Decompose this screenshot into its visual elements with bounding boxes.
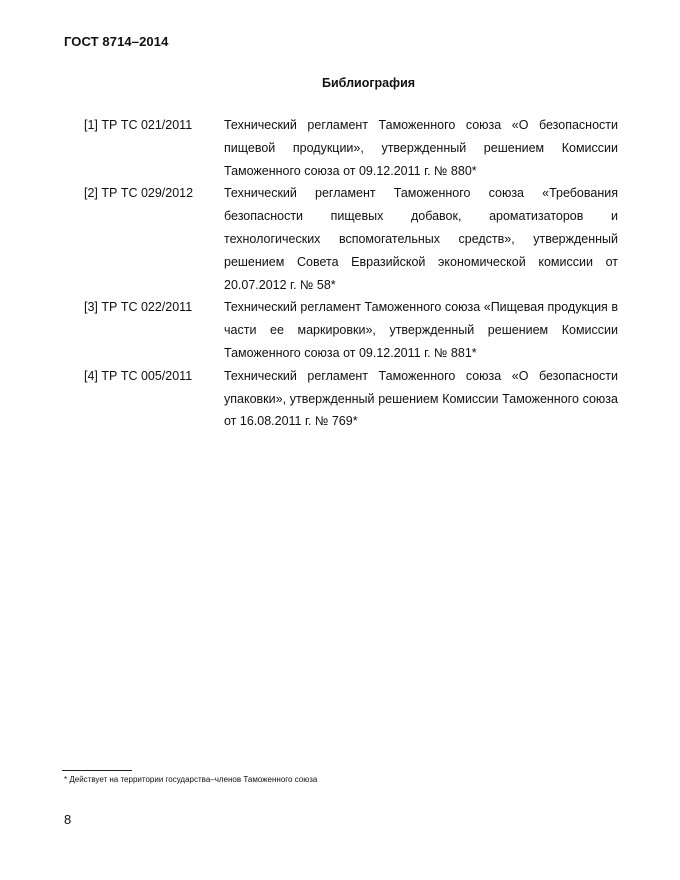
reference-text: Технический регламент Таможенного союза «О безопасности упаковки», утвержденный решением Комиссии Таможенного союза от 16.08.2011 г. № 769*	[224, 368, 618, 429]
section-title: Библиография	[322, 76, 416, 90]
reference-code: [2] ТР ТС 029/2012	[84, 186, 194, 201]
bibliography-entry	[84, 182, 618, 296]
footnote: * Действует на территории государства–членов Таможенного союза	[64, 775, 318, 784]
bibliography-entry	[84, 296, 618, 364]
reference-code: [4] ТР ТС 005/2011	[84, 368, 193, 383]
footnote-divider	[62, 770, 132, 771]
reference-code: [1] ТР ТС 021/2011	[84, 118, 193, 132]
reference-code: [3] ТР ТС 022/2011	[84, 300, 193, 315]
bibliography-list	[84, 114, 618, 433]
reference-text: Технический регламент Таможенного союза «Требования безопасности пищевых добавок, ароматизаторов и технологических вспомогательных средств», утвержденный решением Совета Евразийской экономической комиссии от 20.07.2012 г. № 58*	[224, 186, 618, 292]
reference-text: Технический регламент Таможенного союза «О безопасности пищевой продукции», утвержденный решением Комиссии Таможенного союза от 09.12.2011 г. № 880*	[224, 118, 618, 178]
bibliography-entry	[84, 114, 618, 182]
standard-designation: ГОСТ 8714–2014	[64, 34, 169, 49]
bibliography-entry	[84, 365, 618, 433]
page-number: 8	[64, 812, 72, 827]
reference-text: Технический регламент Таможенного союза «Пищевая продукция в части ее маркировки», утвержденный решением Комиссии Таможенного союза от 09.12.2011 г. № 881*	[224, 300, 618, 360]
